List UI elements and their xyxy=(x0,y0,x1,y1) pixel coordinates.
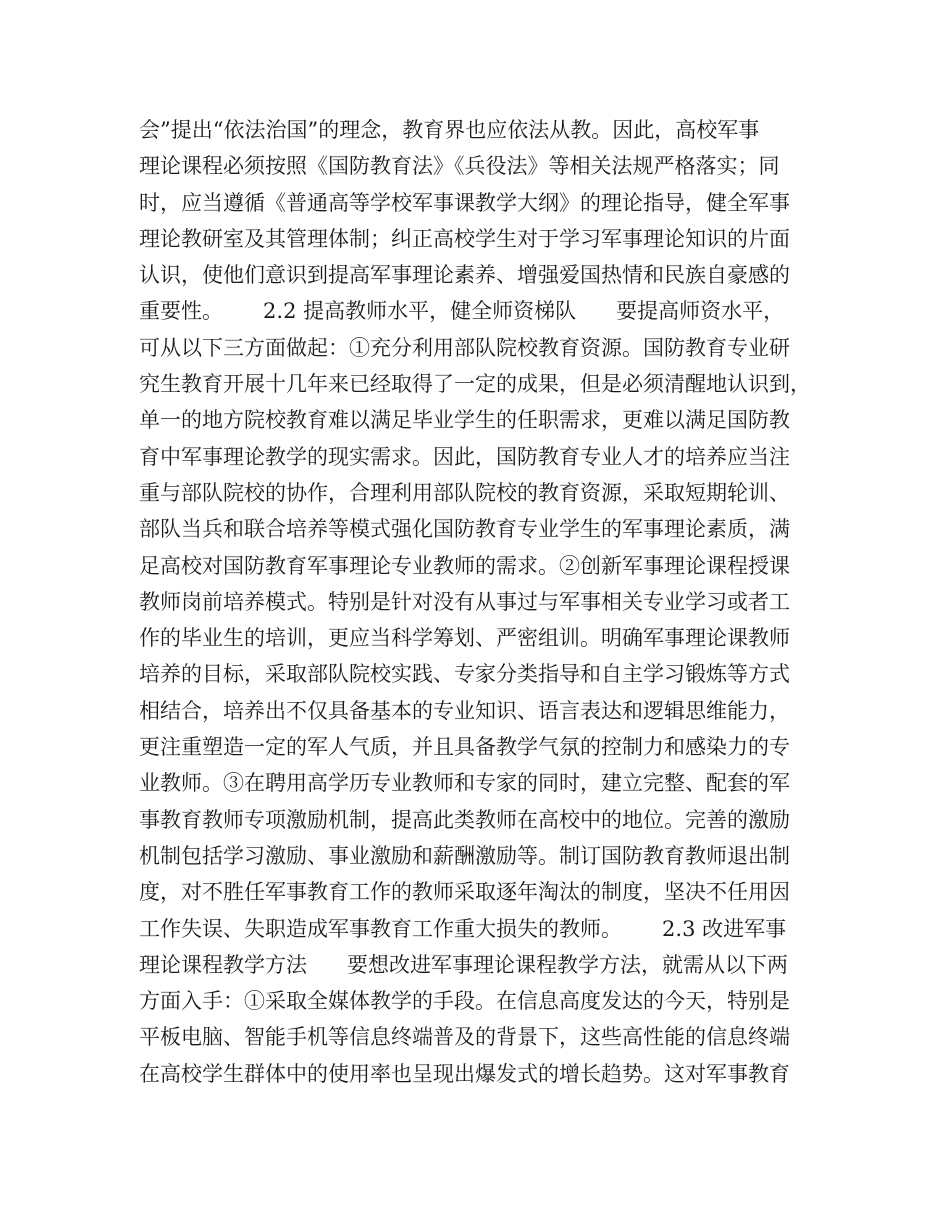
text-line: 足高校对国防教育军事理论专业教师的需求。②创新军事理论课程授课 xyxy=(139,553,790,578)
text-line: 度，对不胜任军事教育工作的教师采取逐年淘汰的制度，坚决不任用因 xyxy=(139,880,790,905)
text-line: 作的毕业生的培训，更应当科学筹划、严密组训。明确军事理论课教师 xyxy=(139,626,790,651)
text-line: 方面入手：①采取全媒体教学的手段。在信息高度发达的今天，特别是 xyxy=(139,989,790,1014)
text-line: 更注重塑造一定的军人气质，并且具备教学气氛的控制力和感染力的专 xyxy=(139,735,790,760)
text-line: 究生教育开展十几年来已经取得了一定的成果，但是必须清醒地认识到， xyxy=(139,372,811,397)
text-line: 机制包括学习激励、事业激励和薪酬激励等。制订国防教育教师退出制 xyxy=(139,843,790,868)
text-line: 会”提出“依法治国”的理念，教育界也应依法从教。因此，高校军事 xyxy=(139,118,760,142)
text-line: 单一的地方院校教育难以满足毕业学生的任职需求，更难以满足国防教 xyxy=(139,408,790,433)
text-line: 工作失误、失职造成军事教育工作重大损失的教师。 2.3 改进军事 xyxy=(139,916,787,941)
text-line: 相结合，培养出不仅具备基本的专业知识、语言表达和逻辑思维能力， xyxy=(139,698,790,723)
text-line: 业教师。③在聘用高学历专业教师和专家的同时，建立完整、配套的军 xyxy=(139,771,790,796)
text-line: 事教育教师专项激励机制，提高此类教师在高校中的地位。完善的激励 xyxy=(139,807,790,832)
text-line: 育中军事理论教学的现实需求。因此，国防教育专业人才的培养应当注 xyxy=(139,444,790,469)
text-line: 可从以下三方面做起：①充分利用部队院校教育资源。国防教育专业研 xyxy=(139,335,790,360)
text-line: 教师岗前培养模式。特别是针对没有从事过与军事相关专业学习或者工 xyxy=(139,589,790,614)
text-line: 培养的目标，采取部队院校实践、专家分类指导和自主学习锻炼等方式 xyxy=(139,662,790,687)
text-line: 认识，使他们意识到提高军事理论素养、增强爱国热情和民族自豪感的 xyxy=(139,263,790,288)
text-line: 时，应当遵循《普通高等学校军事课教学大纲》的理论指导，健全军事 xyxy=(139,190,790,215)
text-line: 部队当兵和联合培养等模式强化国防教育专业学生的军事理论素质，满 xyxy=(139,517,790,542)
text-line: 重要性。 2.2 提高教师水平，健全师资梯队 要提高师资水平， xyxy=(139,299,785,324)
text-line: 重与部队院校的协作，合理利用部队院校的教育资源，采取短期轮训、 xyxy=(139,480,790,505)
text-line: 理论教研室及其管理体制；纠正高校学生对于学习军事理论知识的片面 xyxy=(139,226,790,251)
text-line: 理论课程必须按照《国防教育法》《兵役法》等相关法规严格落实；同 xyxy=(139,154,780,179)
body-text xyxy=(139,112,829,1092)
text-line: 平板电脑、智能手机等信息终端普及的背景下，这些高性能的信息终端 xyxy=(139,1025,790,1050)
text-line: 理论课程教学方法 要想改进军事理论课程教学方法，就需从以下两 xyxy=(139,952,789,977)
text-line: 在高校学生群体中的使用率也呈现出爆发式的增长趋势。这对军事教育 xyxy=(139,1061,790,1086)
